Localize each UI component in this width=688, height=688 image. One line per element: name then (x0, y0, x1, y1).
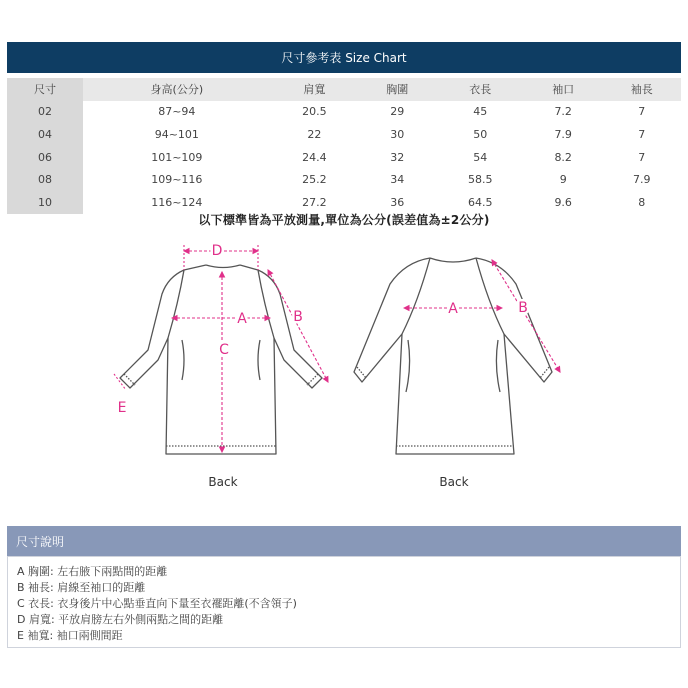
right-side-dart (496, 340, 500, 392)
table-cell: 20.5 (271, 101, 358, 124)
table-cell: 7 (602, 123, 681, 146)
header-height: 身高(公分) (83, 78, 271, 101)
table-cell: 24.4 (271, 146, 358, 169)
left-side-dart (258, 340, 260, 380)
letter-e: E (117, 400, 127, 416)
table-cell: 7 (602, 146, 681, 169)
table-cell: 02 (7, 101, 83, 124)
table-cell: 30 (358, 123, 436, 146)
table-cell: 54 (437, 146, 524, 169)
size-chart-title: 尺寸參考表 Size Chart (281, 51, 407, 65)
table-cell: 10 (7, 191, 83, 214)
garment-diagram (100, 232, 580, 494)
note-line: E 袖寬: 袖口兩側間距 (17, 629, 123, 642)
table-cell: 04 (7, 123, 83, 146)
table-cell: 32 (358, 146, 436, 169)
table-cell: 7.9 (602, 168, 681, 191)
size-table (7, 78, 681, 214)
size-chart-header (7, 42, 681, 73)
table-cell: 8.2 (524, 146, 602, 169)
right-diagram-caption: Back (439, 475, 469, 489)
note-line: C 衣長: 衣身後片中心點垂直向下量至衣襬距離(不含領子) (17, 597, 297, 610)
table-cell: 94~101 (83, 123, 271, 146)
left-diagram-caption: Back (208, 475, 238, 489)
table-cell: 58.5 (437, 168, 524, 191)
letter-b: B (518, 300, 528, 316)
table-cell: 36 (358, 191, 436, 214)
table-cell: 22 (271, 123, 358, 146)
right-neckline (430, 258, 476, 262)
table-row (7, 168, 681, 191)
table-cell: 06 (7, 146, 83, 169)
table-cell: 7 (602, 101, 681, 124)
table-row (7, 101, 681, 124)
right-garment-body (354, 258, 552, 454)
left-garment-body (117, 265, 322, 454)
table-cell: 9 (524, 168, 602, 191)
table-cell: 8 (602, 191, 681, 214)
header-shoulder: 肩寬 (271, 78, 358, 101)
note-line: B 袖長: 肩線至袖口的距離 (17, 581, 146, 594)
table-cell: 7.2 (524, 101, 602, 124)
table-cell: 08 (7, 168, 83, 191)
header-length: 衣長 (437, 78, 524, 101)
note-line: A 胸圍: 左右腋下兩點間的距離 (17, 565, 168, 578)
left-garment-outline (117, 265, 322, 454)
header-sleeve: 袖長 (602, 78, 681, 101)
left-neckline (206, 265, 240, 268)
notes-header (7, 526, 681, 556)
table-header-row (7, 78, 681, 101)
note-line: D 肩寬: 平放肩膀左右外側兩點之間的距離 (17, 613, 224, 626)
table-cell: 45 (437, 101, 524, 124)
table-cell: 29 (358, 101, 436, 124)
table-cell: 7.9 (524, 123, 602, 146)
right-raglan-seam (402, 258, 430, 334)
sleeve-length-line (492, 260, 560, 372)
measurement-note: 以下標準皆為平放測量,單位為公分(誤差值為±2公分) (198, 213, 490, 227)
table-cell: 109~116 (83, 168, 271, 191)
table-cell: 87~94 (83, 101, 271, 124)
letter-a: A (237, 311, 247, 327)
table-cell: 27.2 (271, 191, 358, 214)
table-cell: 116~124 (83, 191, 271, 214)
table-row (7, 146, 681, 169)
right-cuff-band (540, 367, 549, 378)
table-cell: 50 (437, 123, 524, 146)
table-cell: 25.2 (271, 168, 358, 191)
header-size: 尺寸 (7, 78, 83, 101)
letter-c: C (219, 342, 229, 358)
table-cell: 64.5 (437, 191, 524, 214)
right-side-dart (406, 340, 410, 392)
notes-body (7, 556, 681, 648)
letter-d: D (211, 243, 223, 259)
table-row (7, 123, 681, 146)
letter-a: A (448, 301, 458, 317)
right-raglan-seam (476, 258, 504, 334)
notes-title: 尺寸說明 (16, 534, 65, 549)
letter-b: B (293, 309, 303, 325)
header-cuff: 袖口 (524, 78, 602, 101)
right-cuff-band (357, 367, 366, 378)
header-chest: 胸圍 (358, 78, 436, 101)
table-cell: 34 (358, 168, 436, 191)
table-cell: 9.6 (524, 191, 602, 214)
right-garment-outline (354, 258, 552, 454)
left-side-dart (182, 340, 184, 380)
table-cell: 101~109 (83, 146, 271, 169)
